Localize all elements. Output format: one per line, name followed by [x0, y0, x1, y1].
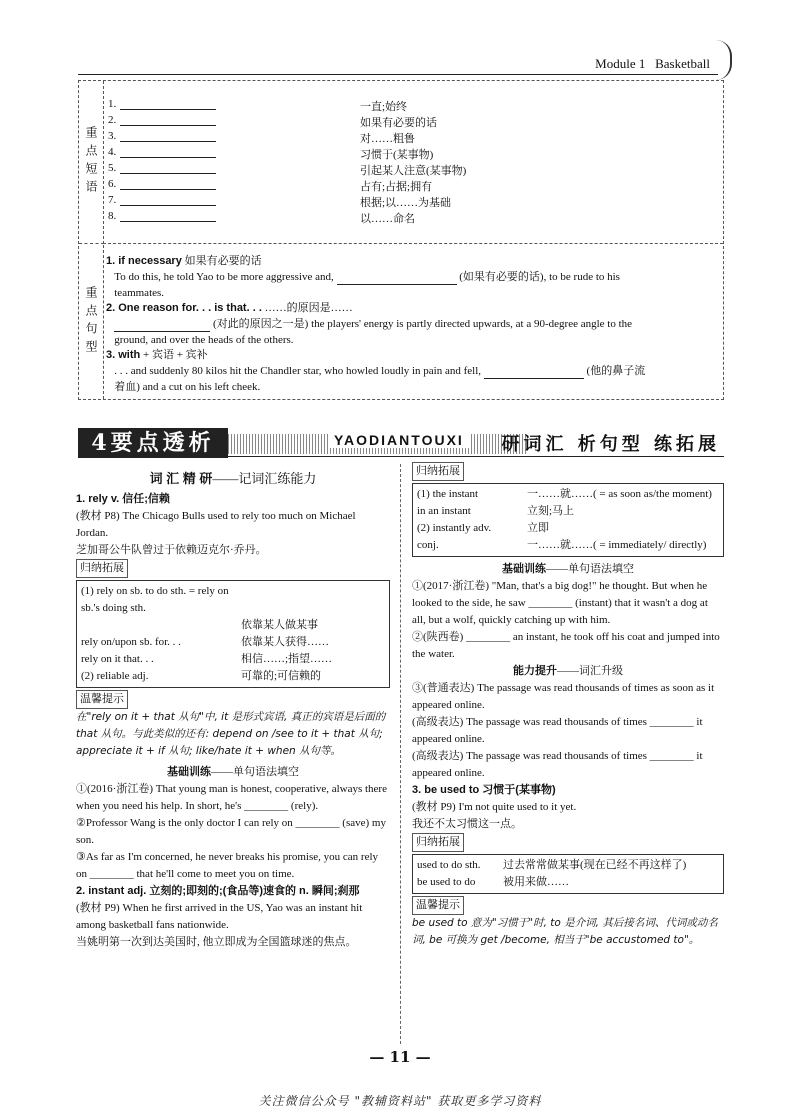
- phrase-meaning: 如果有必要的话: [360, 117, 437, 129]
- page-number: — 11 —: [369, 1048, 431, 1066]
- phrase-blank[interactable]: [120, 163, 216, 174]
- phrases-tag: 重点短语: [79, 81, 104, 244]
- table-cell: (2) reliable adj.: [81, 670, 149, 682]
- table-row: [81, 651, 385, 668]
- table-cell: 被用来做……: [503, 876, 569, 888]
- pattern-3-blank[interactable]: [484, 368, 584, 379]
- running-header: Module 1 Basketball: [595, 56, 710, 71]
- word-2-translation: 当姚明第一次到达美国时, 他立即成为全国篮球迷的焦点。: [76, 936, 357, 948]
- question-1: ①(2016·浙江卷) That young man is honest, cooperative, always there when you need his help. In short, he's ________ (rely).: [76, 783, 387, 812]
- summary-label-2: 归纳拓展: [412, 462, 464, 481]
- phrase-row: [108, 98, 408, 113]
- table-row: [417, 537, 719, 554]
- table-row: [81, 668, 385, 685]
- phrase-blank[interactable]: [120, 115, 216, 126]
- phrase-number: 7.: [108, 194, 117, 206]
- table-cell: [81, 617, 241, 634]
- table-cell: (1) rely on sb. to do sth. = rely on sb.'s doing sth.: [81, 585, 229, 614]
- phrase-number: 1.: [108, 98, 117, 110]
- table-row: [81, 617, 385, 634]
- ability-title: 能力提升——词汇升级: [513, 665, 623, 677]
- word-2-example: (教材 P9) When he first arrived in the US, Yao was an instant hit among basketball fans nationwide.: [76, 902, 363, 931]
- table-cell: rely on/upon sb. for. . .: [81, 636, 181, 648]
- word-1-translation: 芝加哥公牛队曾过于依赖迈克尔·乔丹。: [76, 544, 267, 556]
- table-row: [417, 874, 719, 891]
- table-row: [81, 583, 385, 617]
- phrase-blank[interactable]: [120, 179, 216, 190]
- table-cell: 一……就……( = as soon as/the moment): [527, 488, 712, 500]
- phrase-number: 6.: [108, 178, 117, 190]
- question-r3: ③(普通表达) The passage was read thousands of times as soon as it appeared online.: [412, 682, 715, 711]
- phrase-meaning: 一直;始终: [360, 101, 408, 113]
- vocab-section-title: 词 汇 精 研——记词汇练能力: [149, 471, 317, 486]
- table-row: [417, 857, 719, 874]
- phrase-meaning: 习惯于(某事物): [360, 149, 434, 161]
- pattern-3: 3. with + 宾语 + 宾补 . . . and suddenly 80 kilos hit the Chandler star, who howled loudly in pain and fell, (他的鼻子流 着血) and a cut on his left cheek.: [106, 349, 646, 393]
- phrase-meaning: 以……命名: [360, 213, 415, 225]
- question-r5: (高级表达) The passage was read thousands of times ________ it appeared online.: [412, 750, 703, 779]
- used-to-table: [412, 854, 724, 894]
- banner-subtitle: 研词汇 析句型 练拓展: [501, 434, 720, 455]
- phrase-blank[interactable]: [120, 99, 216, 110]
- pattern-2: 2. One reason for. . . is that. . . ……的原因是…… (对此的原因之一是) the players' energy is partly directed upwards, at a 90-degree angle to the ground, and over the heads of the others.: [106, 302, 633, 346]
- table-cell: (1) the instant: [417, 488, 479, 500]
- pattern-1: 1. if necessary 如果有必要的话 To do this, he told Yao to be more aggressive and, (如果有必要的话), to be rude to his teammates.: [106, 255, 620, 299]
- phrase-number: 4.: [108, 146, 117, 158]
- phrase-row: [108, 146, 434, 161]
- phrase-row: [108, 162, 467, 177]
- table-cell: (2) instantly adv.: [417, 522, 492, 534]
- table-row: [81, 634, 385, 651]
- summary-label: 归纳拓展: [76, 559, 128, 578]
- word-1-head: 1. rely v. 信任;信赖: [76, 493, 170, 505]
- right-column: [412, 462, 724, 949]
- phrase-number: 5.: [108, 162, 117, 174]
- phrase-number: 8.: [108, 210, 117, 222]
- word-2-head: 2. instant adj. 立刻的;即刻的;(食品等)速食的 n. 瞬间;刹那: [76, 885, 360, 897]
- tip-label: 温馨提示: [76, 690, 128, 709]
- phrase-row: [108, 130, 415, 145]
- banner-pinyin: YAODIANTOUXI: [328, 432, 470, 448]
- table-cell: be used to do: [417, 876, 476, 888]
- summary-label-3: 归纳拓展: [412, 833, 464, 852]
- phrase-blank[interactable]: [120, 147, 216, 158]
- pattern-1-blank[interactable]: [337, 274, 457, 285]
- question-2: ②Professor Wang is the only doctor I can rely on ________ (save) my son.: [76, 817, 386, 846]
- table-cell: 立刻;马上: [527, 505, 575, 517]
- phrase-meaning: 对……粗鲁: [360, 133, 415, 145]
- table-cell: 相信……;指望……: [241, 653, 333, 665]
- word-3-head: 3. be used to 习惯于(某事物): [412, 784, 556, 796]
- phrase-meaning: 引起某人注意(某事物): [360, 165, 467, 177]
- table-cell: 一……就……( = immediately/ directly): [527, 539, 707, 551]
- banner-title: 4要点透析: [78, 428, 228, 458]
- tip-text-2: be used to 意为"习惯于"时, to 是介词, 其后接名词、代词或动名词, be 可换为 get /become, 相当于"be accustomed to"。: [412, 917, 718, 946]
- table-cell: 可靠的;可信赖的: [241, 670, 322, 682]
- question-r4: (高级表达) The passage was read thousands of times ________ it appeared online.: [412, 716, 703, 745]
- word-1-example: (教材 P8) The Chicago Bulls used to rely too much on Michael Jordan.: [76, 510, 356, 539]
- phrase-row: [108, 114, 437, 129]
- left-column: [76, 470, 390, 951]
- pattern-2-blank[interactable]: [114, 321, 210, 332]
- question-r2: ②(陕西卷) ________ an instant, he took off his coat and jumped into the water.: [412, 631, 720, 660]
- phrase-blank[interactable]: [120, 211, 216, 222]
- phrase-number: 2.: [108, 114, 117, 126]
- basic-training-title-2: 基础训练——单句语法填空: [502, 563, 634, 575]
- table-cell: used to do sth.: [417, 859, 481, 871]
- word-3-translation: 我还不太习惯这一点。: [412, 818, 522, 830]
- section-banner: [78, 428, 724, 458]
- table-row: [417, 486, 719, 503]
- tip-label-2: 温馨提示: [412, 896, 464, 915]
- question-r1: ①(2017·浙江卷) "Man, that's a big dog!" he thought. But when he looked to the side, he saw ________ (instant) that it wasn't a dog at all, but a wolf, quickly catching up with him.: [412, 580, 708, 626]
- box-divider: [103, 243, 723, 244]
- table-row: [417, 503, 719, 520]
- rely-table: [76, 580, 390, 688]
- phrase-meaning: 根据;以……为基础: [360, 197, 452, 209]
- phrase-blank[interactable]: [120, 195, 216, 206]
- patterns-tag: 重点句型: [79, 245, 104, 399]
- phrase-number: 3.: [108, 130, 117, 142]
- header-rule: [78, 74, 718, 75]
- phrase-row: [108, 178, 433, 193]
- phrase-meaning: 占有;占据;拥有: [360, 181, 433, 193]
- instant-table: [412, 483, 724, 557]
- table-cell: 依靠某人做某事: [241, 619, 318, 631]
- phrase-row: [108, 210, 415, 225]
- table-row: [417, 520, 719, 537]
- question-3: ③As far as I'm concerned, he never breaks his promise, you can rely on ________ that he'll come to meet you on time.: [76, 851, 379, 880]
- phrase-row: [108, 194, 452, 209]
- table-cell: 立即: [527, 522, 549, 534]
- column-divider: [400, 464, 401, 1044]
- table-cell: in an instant: [417, 505, 471, 517]
- basic-training-title: 基础训练——单句语法填空: [167, 766, 299, 778]
- word-3-example: (教材 P9) I'm not quite used to it yet.: [412, 801, 577, 813]
- table-cell: 过去常常做某事(现在已经不再这样了): [503, 859, 687, 871]
- corner-curl-decoration: [716, 40, 732, 80]
- table-cell: rely on it that. . .: [81, 653, 154, 665]
- footer-note: 关注微信公众号 "教辅资料站" 获取更多学习资料: [258, 1094, 542, 1108]
- phrase-blank[interactable]: [120, 131, 216, 142]
- banner-rule: [228, 456, 724, 457]
- tip-text: 在"rely on it + that 从句"中, it 是形式宾语, 真正的宾语是后面的 that 从句。与此类似的还有: depend on /see to it + that 从句; appreciate it + if 从句; like/hate it + when 从句等。: [76, 711, 386, 757]
- table-cell: conj.: [417, 539, 439, 551]
- table-cell: 依靠某人获得……: [241, 636, 329, 648]
